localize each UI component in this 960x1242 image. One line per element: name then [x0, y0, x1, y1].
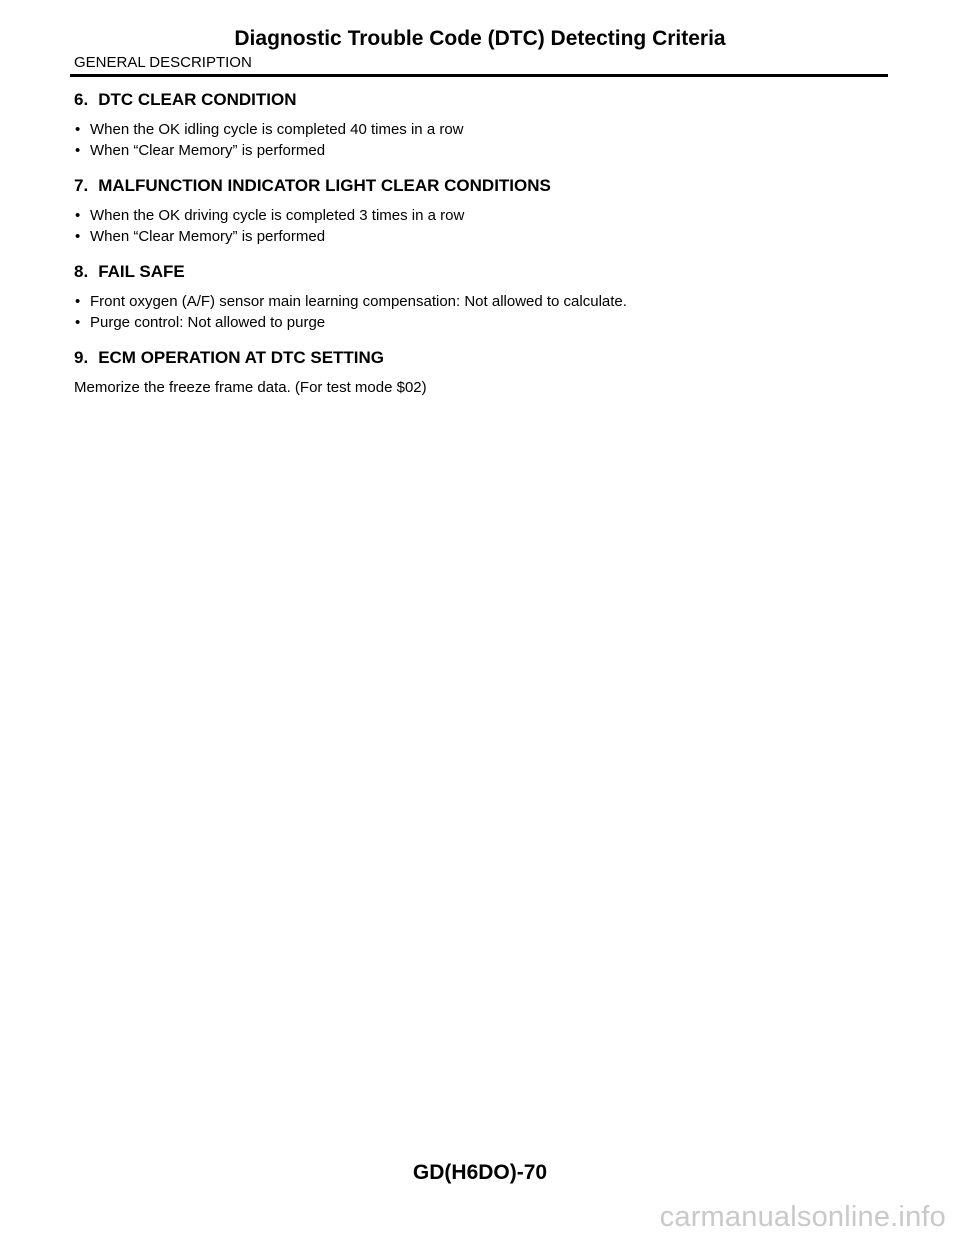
bullet-icon: •: [75, 121, 81, 138]
list-item: [74, 291, 890, 312]
bullet-icon: •: [75, 314, 81, 331]
list-item: [74, 119, 890, 140]
header-rule: [70, 74, 888, 77]
section-text: Memorize the freeze frame data. (For test mode $02): [74, 379, 427, 396]
list-item-text: When the OK idling cycle is completed 40 times in a row: [90, 121, 464, 138]
watermark: carmanualsonline.info: [659, 1201, 946, 1233]
section-number: 8.: [74, 262, 89, 281]
list-item: [74, 226, 890, 247]
list-item-text: When “Clear Memory” is performed: [90, 142, 326, 159]
section-header: GENERAL DESCRIPTION: [74, 54, 252, 71]
list-item: [74, 140, 890, 161]
bullet-list: [74, 205, 890, 247]
section-dtc-clear-condition: [74, 89, 890, 161]
section-mil-clear-conditions: [74, 175, 890, 247]
list-item-text: Purge control: Not allowed to purge: [90, 314, 326, 331]
section-title: MALFUNCTION INDICATOR LIGHT CLEAR CONDITIONS: [98, 176, 551, 195]
document-body: [74, 89, 890, 412]
list-item-text: When the OK driving cycle is completed 3 times in a row: [90, 207, 465, 224]
section-number: 7.: [74, 176, 89, 195]
section-ecm-operation: [74, 347, 890, 398]
list-item-text: When “Clear Memory” is performed: [90, 228, 326, 245]
bullet-icon: •: [75, 228, 81, 245]
section-heading: [74, 347, 890, 369]
bullet-icon: •: [75, 142, 81, 159]
page-number: GD(H6DO)-70: [412, 1161, 548, 1184]
bullet-icon: •: [75, 293, 81, 310]
section-number: 6.: [74, 90, 89, 109]
page-title: Diagnostic Trouble Code (DTC) Detecting Criteria: [234, 27, 726, 50]
section-fail-safe: [74, 261, 890, 333]
section-heading: [74, 89, 890, 111]
section-title: FAIL SAFE: [98, 262, 185, 281]
bullet-list: [74, 291, 890, 333]
list-item: [74, 312, 890, 333]
section-title: DTC CLEAR CONDITION: [98, 90, 297, 109]
section-title: ECM OPERATION AT DTC SETTING: [98, 348, 385, 367]
section-heading: [74, 175, 890, 197]
section-number: 9.: [74, 348, 89, 367]
list-item-text: Front oxygen (A/F) sensor main learning compensation: Not allowed to calculate.: [90, 293, 627, 310]
bullet-icon: •: [75, 207, 81, 224]
section-heading: [74, 261, 890, 283]
bullet-list: [74, 119, 890, 161]
list-item: [74, 205, 890, 226]
